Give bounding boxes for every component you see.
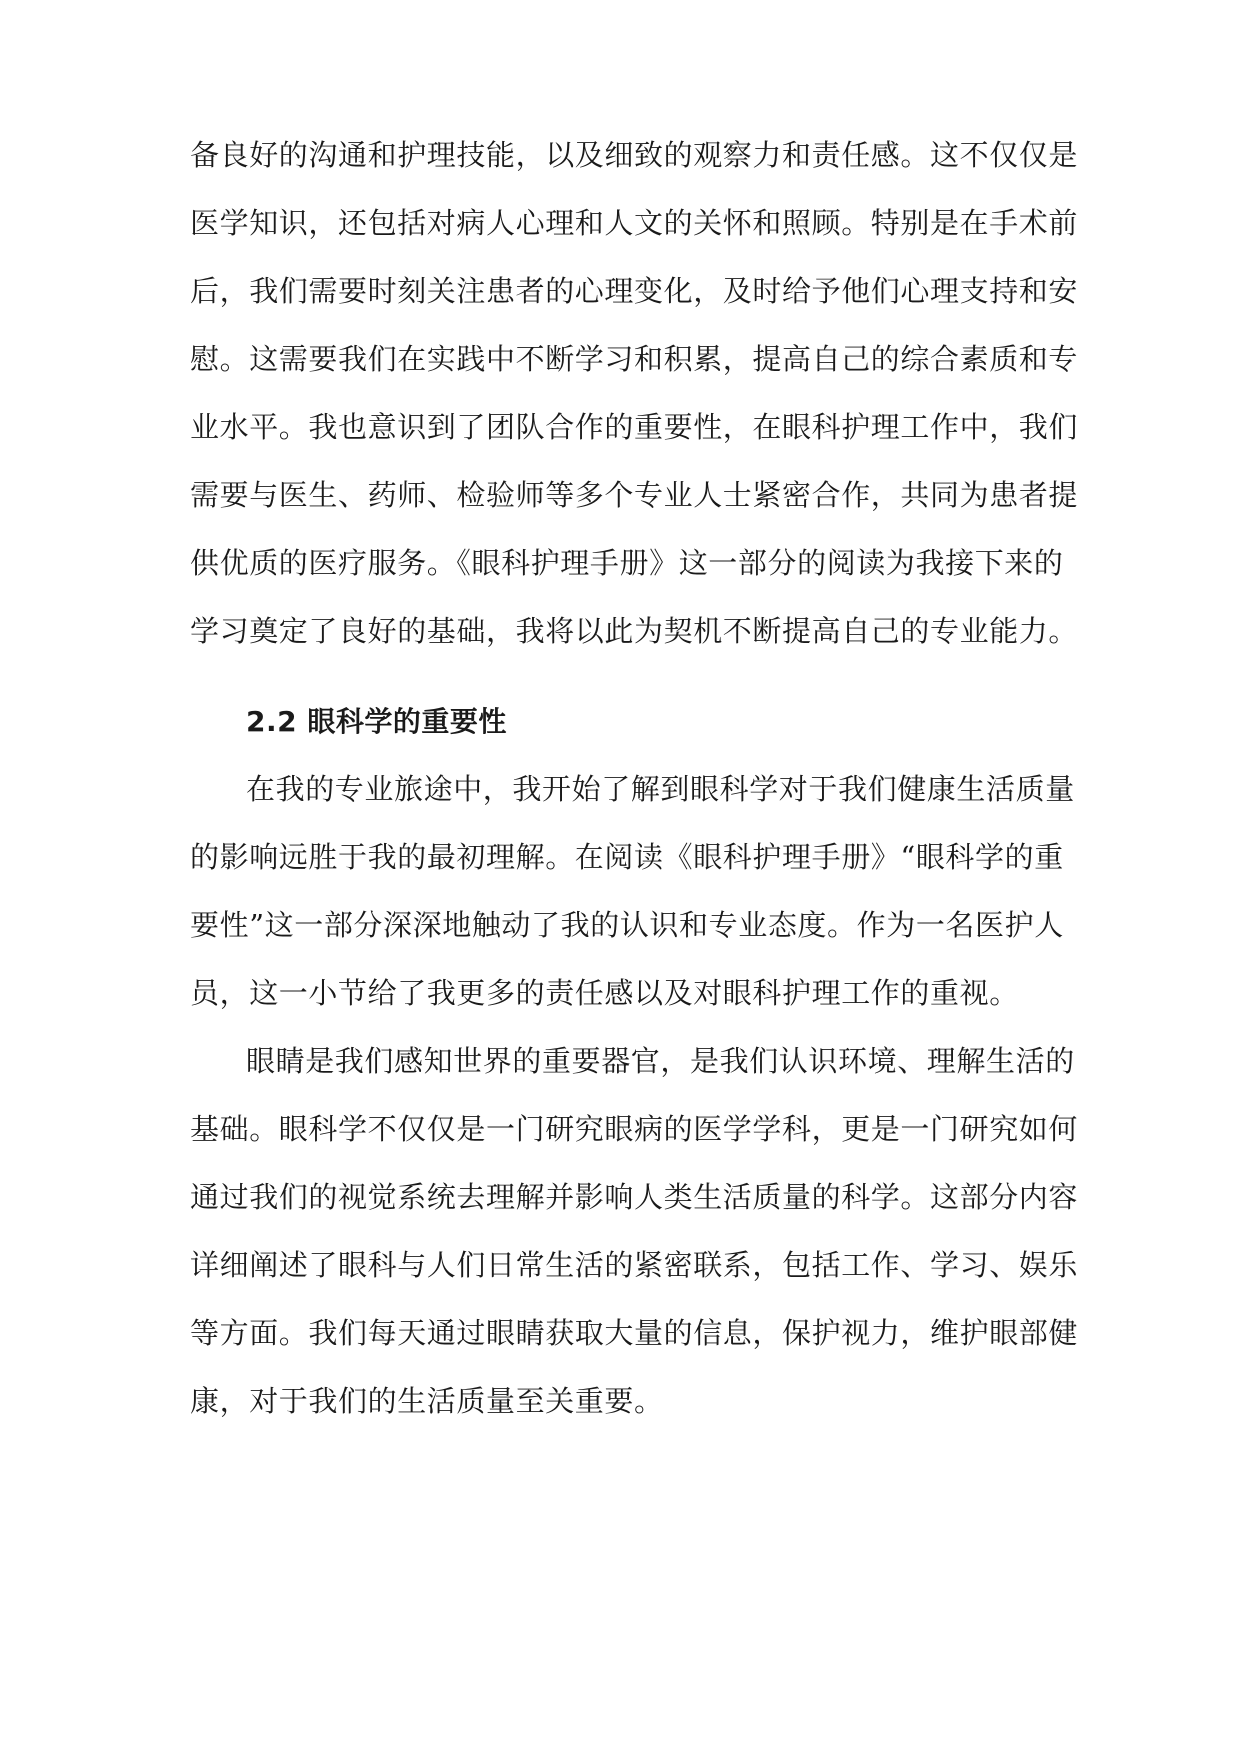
text-line: 业水平。我也意识到了团队合作的重要性，在眼科护理工作中，我们 <box>190 410 1079 444</box>
text-line: 详细阐述了眼科与人们日常生活的紧密联系，包括工作、学习、娱乐 <box>190 1248 1079 1282</box>
text-line: 康，对于我们的生活质量至关重要。 <box>190 1384 664 1418</box>
text-line: 需要与医生、药师、检验师等多个专业人士紧密合作，共同为患者提 <box>190 478 1079 512</box>
text-line: 等方面。我们每天通过眼睛获取大量的信息，保护视力，维护眼部健 <box>190 1316 1079 1350</box>
text-line: 通过我们的视觉系统去理解并影响人类生活质量的科学。这部分内容 <box>190 1180 1079 1214</box>
section-heading: 2.2 眼科学的重要性 <box>246 705 507 738</box>
text-line: 要性”这一部分深深地触动了我的认识和专业态度。作为一名医护人 <box>190 908 1064 942</box>
text-line: 供优质的医疗服务。《眼科护理手册》这一部分的阅读为我接下来的 <box>190 546 1064 580</box>
text-line: 员，这一小节给了我更多的责任感以及对眼科护理工作的重视。 <box>190 976 1019 1010</box>
text-line: 在我的专业旅途中，我开始了解到眼科学对于我们健康生活质量 <box>246 772 1075 806</box>
text-line: 慰。这需要我们在实践中不断学习和积累，提高自己的综合素质和专 <box>190 342 1079 376</box>
text-line: 后，我们需要时刻关注患者的心理变化，及时给予他们心理支持和安 <box>190 274 1079 308</box>
text-line: 的影响远胜于我的最初理解。在阅读《眼科护理手册》“眼科学的重 <box>190 840 1064 874</box>
text-line: 眼睛是我们感知世界的重要器官，是我们认识环境、理解生活的 <box>246 1044 1075 1078</box>
text-line: 学习奠定了良好的基础，我将以此为契机不断提高自己的专业能力。 <box>190 614 1079 648</box>
text-line: 备良好的沟通和护理技能，以及细致的观察力和责任感。这不仅仅是 <box>190 138 1079 172</box>
text-line: 医学知识，还包括对病人心理和人文的关怀和照顾。特别是在手术前 <box>190 206 1079 240</box>
text-line: 基础。眼科学不仅仅是一门研究眼病的医学学科，更是一门研究如何 <box>190 1112 1079 1146</box>
